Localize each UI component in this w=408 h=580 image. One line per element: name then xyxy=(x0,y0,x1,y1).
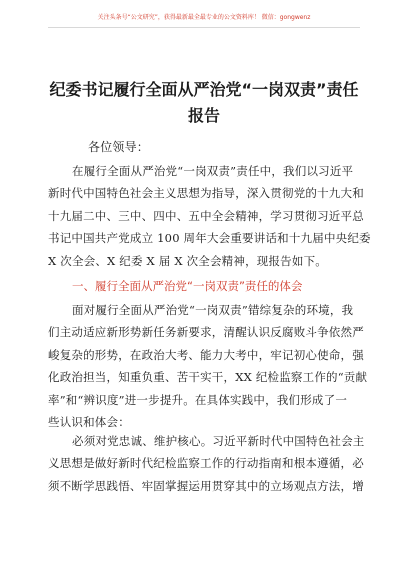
title-line-2: 报告 xyxy=(187,106,220,125)
paragraph-line: 面对履行全面从严治党“一岗双责”错综复杂的环境，我 xyxy=(72,303,354,317)
paragraph-section1 xyxy=(48,299,368,433)
header-divider xyxy=(48,27,360,28)
paragraph-line: 化政治担当，知重负重、苦干实干，XX 纪检监察工作的“贡献 xyxy=(48,370,368,385)
paragraph-loyalty xyxy=(48,430,365,497)
paragraph-line: 新时代中国特色社会主义思想为指导，深入贯彻党的十九大和 xyxy=(48,186,364,201)
paragraph-intro xyxy=(48,160,371,272)
paragraph-line: 必须对党忠诚、维护核心。习近平新时代中国特色社会主 xyxy=(72,434,365,448)
title-line-1: 纪委书记履行全面从严治党“一岗双责”责任 xyxy=(49,80,359,99)
paragraph-line: 书记中国共产党成立 100 周年大会重要讲话和十九届中央纪委 xyxy=(48,231,371,246)
section-heading: 一、履行全面从严治党“一岗双责”责任的体会 xyxy=(72,279,303,293)
paragraph-line: 率”和“辨识度”进一步提升。在具体实践中，我们形成了一 xyxy=(48,392,348,407)
paragraph-line: X 次全会、X 纪委 X 届 X 次全会精神，现报告如下。 xyxy=(48,253,327,268)
paragraph-line: 些认识和体会： xyxy=(48,415,130,430)
paragraph-line: 义思想是做好新时代纪检监察工作的行动指南和根本遵循，必 xyxy=(48,456,364,471)
document-title xyxy=(40,77,368,129)
paragraph-line: 们主动适应新形势新任务新要求，清醒认识反腐败斗争依然严 xyxy=(48,325,364,340)
paragraph-line: 十九届二中、三中、四中、五中全会精神，学习贯彻习近平总 xyxy=(48,208,364,223)
paragraph-line: 峻复杂的形势，在政治大考、能力大考中，牢记初心使命，强 xyxy=(48,347,364,362)
promo-banner: 关注头条号“公文研究”，获得最新最全最专业的公文资料库！ 微信：gongwenz xyxy=(97,14,311,21)
paragraph-line: 须不断学思践悟、牢固掌握运用贯穿其中的立场观点方法，增 xyxy=(48,478,364,493)
salutation: 各位领导： xyxy=(88,140,150,154)
paragraph-line: 在履行全面从严治党“一岗双责”责任中，我们以习近平 xyxy=(72,164,354,178)
